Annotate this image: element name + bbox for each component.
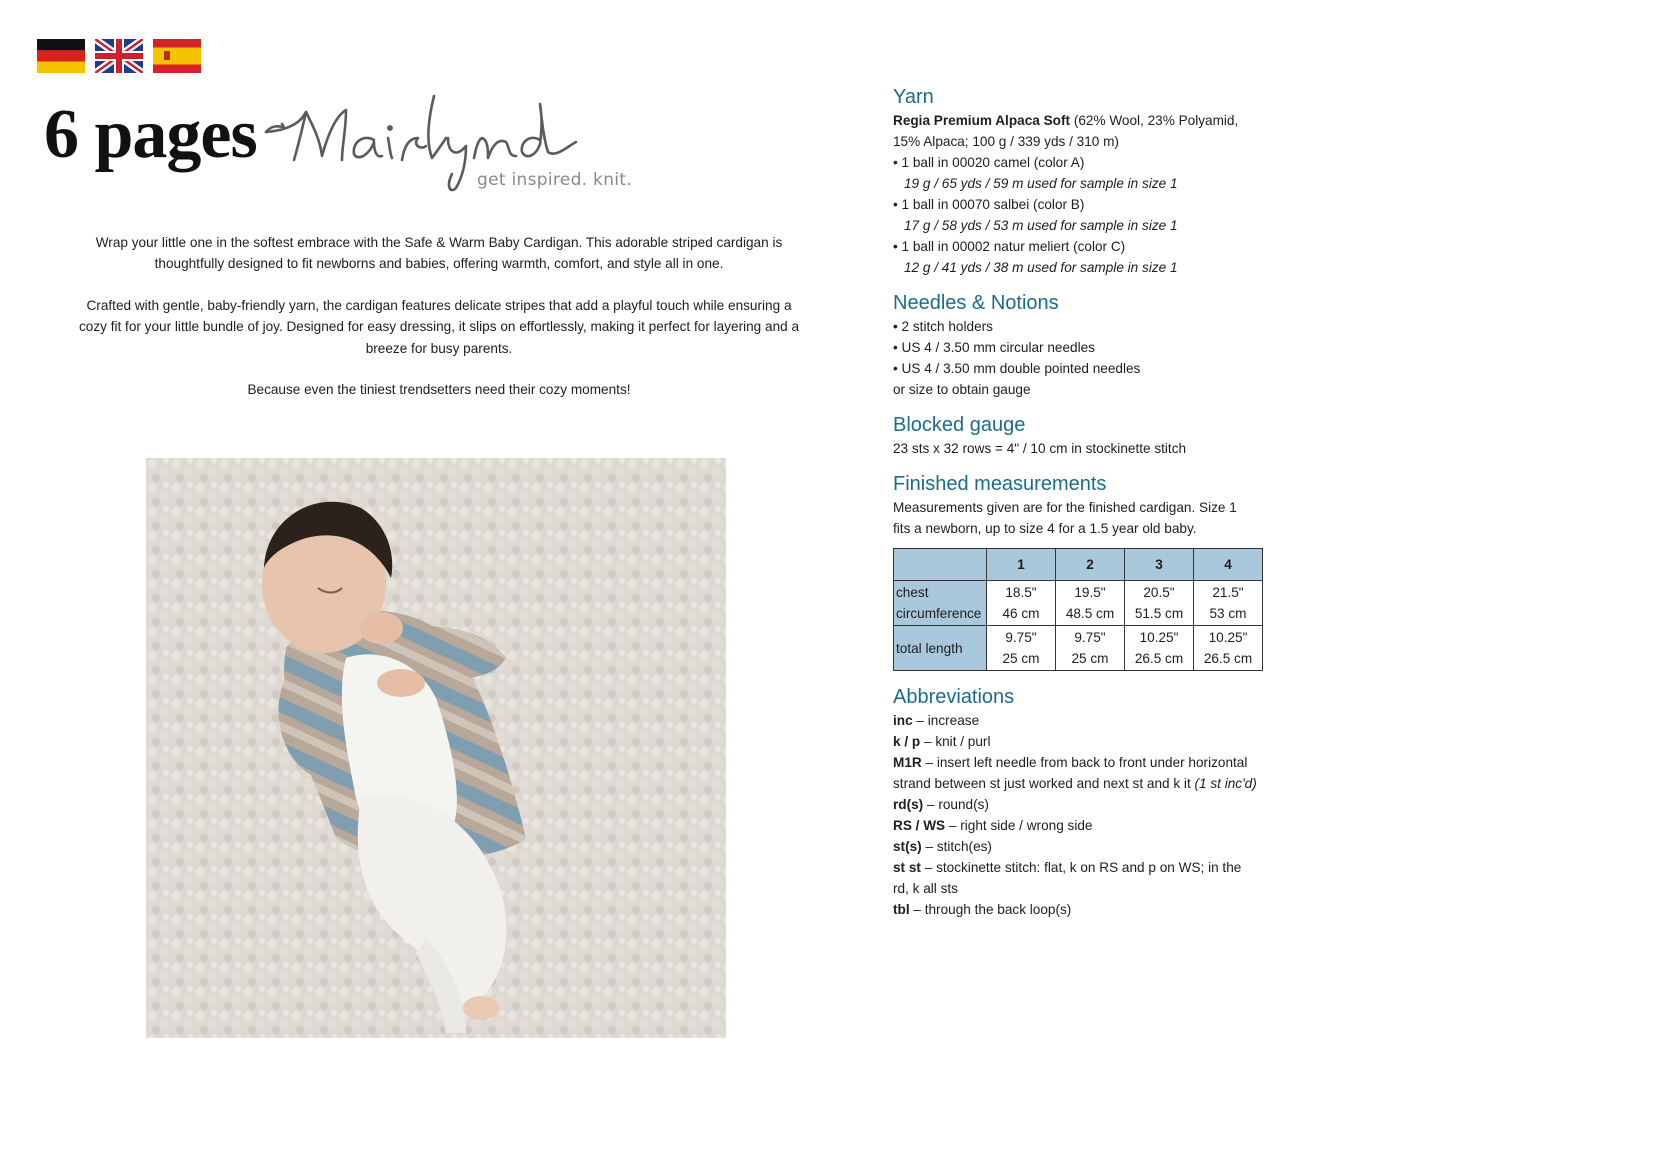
- abbreviation-item-cont: rd, k all sts: [893, 881, 958, 896]
- abbreviation-item: st st – stockinette stitch: flat, k on RS and p on WS; in the: [893, 860, 1242, 875]
- measurements-desc: fits a newborn, up to size 4 for a 1.5 year old baby.: [893, 521, 1197, 536]
- pattern-details: [893, 84, 1273, 920]
- measurements-heading: Finished measurements: [893, 473, 1107, 495]
- abbreviation-item-cont: strand between st just worked and next st and k it (1 st inc'd): [893, 776, 1257, 791]
- size-header: 3: [1125, 549, 1194, 581]
- needles-item: • US 4 / 3.50 mm double pointed needles: [893, 361, 1141, 376]
- uk-flag-icon[interactable]: [95, 39, 143, 73]
- measurements-desc: Measurements given are for the finished cardigan. Size 1: [893, 500, 1237, 515]
- table-cell: 20.5" 51.5 cm: [1125, 581, 1194, 626]
- yarn-name: Regia Premium Alpaca Soft: [893, 113, 1071, 128]
- row-label: total length: [894, 626, 987, 671]
- yarn-heading: Yarn: [893, 86, 934, 108]
- table-cell: 9.75" 25 cm: [1056, 626, 1125, 671]
- abbreviations-section: [893, 684, 1273, 920]
- table-row: [894, 626, 1263, 671]
- yarn-composition: (62% Wool, 23% Polyamid,: [1073, 113, 1239, 128]
- abbreviation-item: inc – increase: [893, 713, 980, 728]
- table-cell: 10.25" 26.5 cm: [1194, 626, 1263, 671]
- size-header: 1: [987, 549, 1056, 581]
- table-cell: 10.25" 26.5 cm: [1125, 626, 1194, 671]
- language-flags: [37, 39, 201, 73]
- gauge-text: 23 sts x 32 rows = 4" / 10 cm in stockinette stitch: [893, 441, 1187, 456]
- row-label-line: chest: [896, 585, 929, 600]
- abbreviation-item: tbl – through the back loop(s): [893, 902, 1072, 917]
- row-label-line: circumference: [896, 606, 982, 621]
- yarn-description: [893, 110, 1273, 131]
- yarn-color-c-usage: 12 g / 41 yds / 38 m used for sample in size 1: [904, 260, 1178, 275]
- abbreviation-item: M1R – insert left needle from back to front under horizontal: [893, 755, 1248, 770]
- gauge-heading: Blocked gauge: [893, 414, 1026, 436]
- yarn-color-a-usage: 19 g / 65 yds / 59 m used for sample in size 1: [904, 176, 1178, 191]
- yarn-color-b-usage: 17 g / 58 yds / 53 m used for sample in size 1: [904, 218, 1178, 233]
- yarn-color-b: • 1 ball in 00070 salbei (color B): [893, 197, 1085, 212]
- spanish-flag-icon[interactable]: [153, 39, 201, 73]
- table-cell: 19.5" 48.5 cm: [1056, 581, 1125, 626]
- intro-paragraph: Crafted with gentle, baby-friendly yarn, the cardigan features delicate stripes that add a playful touch while ensuring a cozy fit for your little bundle of joy. Designed for easy dressing, it slips on effortlessly, making it perfect for layering and a breeze for busy parents.: [78, 297, 800, 356]
- needles-item: • 2 stitch holders: [893, 319, 993, 334]
- row-label: [894, 581, 987, 626]
- baby-cardigan-photo: [146, 458, 726, 1038]
- table-cell: 21.5" 53 cm: [1194, 581, 1263, 626]
- abbreviation-item: rd(s) – round(s): [893, 797, 989, 812]
- yarn-composition-cont: 15% Alpaca; 100 g / 339 yds / 310 m): [893, 134, 1119, 149]
- german-flag-icon[interactable]: [37, 39, 85, 73]
- needles-heading: Needles & Notions: [893, 292, 1059, 314]
- abbreviation-item: RS / WS – right side / wrong side: [893, 818, 1093, 833]
- table-row: [894, 581, 1263, 626]
- measurements-table: [893, 548, 1263, 671]
- page-count-title: 6 pages: [44, 96, 257, 173]
- size-header: 2: [1056, 549, 1125, 581]
- needles-item: • US 4 / 3.50 mm circular needles: [893, 340, 1095, 355]
- yarn-color-c: • 1 ball in 00002 natur meliert (color C): [893, 239, 1126, 254]
- abbreviation-item: k / p – knit / purl: [893, 734, 991, 749]
- intro-text: [78, 232, 800, 420]
- table-cell: 9.75" 25 cm: [987, 626, 1056, 671]
- size-header: 4: [1194, 549, 1263, 581]
- abbreviations-heading: Abbreviations: [893, 686, 1015, 708]
- brand-tagline: get inspired. knit.: [477, 170, 632, 190]
- table-corner-cell: [894, 549, 987, 581]
- abbreviation-item: st(s) – stitch(es): [893, 839, 992, 854]
- table-header-row: [894, 549, 1263, 581]
- table-cell: 18.5" 46 cm: [987, 581, 1056, 626]
- intro-paragraph: Because even the tiniest trendsetters need their cozy moments!: [247, 382, 631, 398]
- intro-paragraph: Wrap your little one in the softest embrace with the Safe & Warm Baby Cardigan. This adorable striped cardigan is thoughtfully designed to fit newborns and babies, offering warmth, comfort, and style all in one.: [95, 235, 783, 272]
- needles-note: or size to obtain gauge: [893, 382, 1031, 397]
- yarn-color-a: • 1 ball in 00020 camel (color A): [893, 155, 1085, 170]
